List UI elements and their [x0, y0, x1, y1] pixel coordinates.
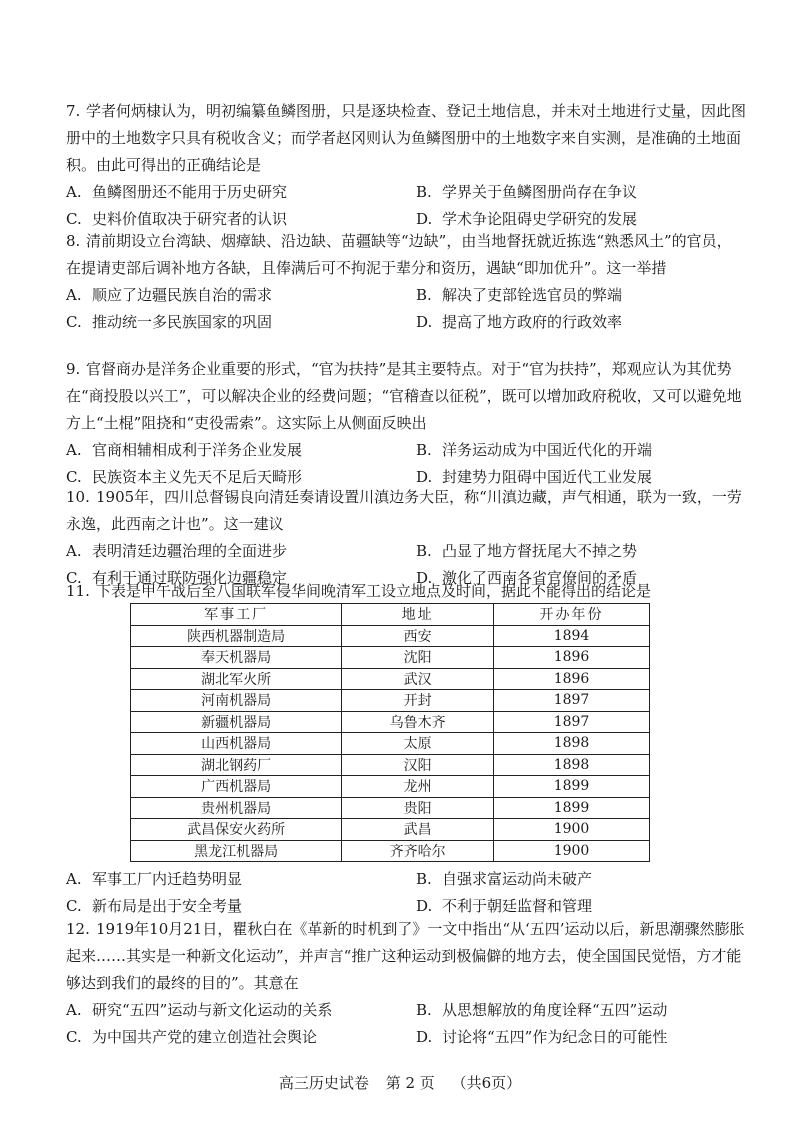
question-9: [66, 356, 746, 491]
option-c: C. 民族资本主义先天不足后天畸形: [66, 468, 303, 486]
option-b: B. 凸显了地方督抚尾大不掉之势: [416, 542, 638, 560]
option-d: D. 提高了地方政府的行政效率: [416, 313, 623, 331]
option-a: A. 顺应了边疆民族自治的需求: [66, 286, 273, 304]
option-b: B. 从思想解放的角度诠释“五四”运动: [416, 1001, 668, 1019]
table-row: 湖北钢药厂 汉阳 1898: [131, 754, 650, 776]
table-header-row: [131, 604, 650, 626]
exam-title: 高三历史试卷: [278, 1074, 369, 1092]
option-d: D. 讨论将“五四”作为纪念日的可能性: [416, 1028, 668, 1046]
question-stem: 官督商办是洋务企业重要的形式，“官为扶持”是其主要特点。对于“官为扶持”，郑观应认为其优势在“商投股以兴工”，可以解决企业的经费问题；“官稽查以征税”，既可以增加政府税收，又可以避免地方上“土棍”阻挠和“吏役需索”。这实际上从侧面反映出: [66, 360, 742, 432]
table-row: 广西机器局 龙州 1899: [131, 776, 650, 798]
table-row: 陕西机器制造局 西安 1894: [131, 625, 650, 647]
table-row: 武昌保安火药所 武昌 1900: [131, 819, 650, 841]
question-7: [66, 98, 746, 233]
question-10: [66, 484, 746, 592]
question-number: 9.: [66, 360, 81, 378]
option-d: D. 封建势力阻碍中国近代工业发展: [416, 468, 653, 486]
page-total: （共6页）: [451, 1074, 522, 1092]
options: [66, 437, 746, 491]
question-12: [66, 916, 746, 1051]
option-b: B. 学界关于鱼鳞图册尚存在争议: [416, 183, 638, 201]
page-footer: [0, 1072, 800, 1093]
table-row: 新疆机器局 乌鲁木齐 1897: [131, 711, 650, 733]
option-c: C. 新布局是出于安全考量: [66, 897, 243, 915]
table-row: 山西机器局 太原 1898: [131, 733, 650, 755]
question-11-options: [66, 866, 746, 920]
table-row: 河南机器局 开封 1897: [131, 690, 650, 712]
question-8: [66, 228, 746, 336]
table-row: 黑龙江机器局 齐齐哈尔 1900: [131, 840, 650, 862]
option-a: A. 表明清廷边疆治理的全面进步: [66, 542, 288, 560]
question-stem: 下表是甲午战后至八国联军侵华间晚清军工设立地点及时间，据此不能得出的结论是: [96, 582, 652, 600]
question-11: [66, 578, 746, 605]
option-d: D. 不利于朝廷监督和管理: [416, 897, 593, 915]
question-number: 7.: [66, 102, 81, 120]
option-a: A. 军事工厂内迁趋势明显: [66, 870, 243, 888]
table-row: 湖北军火所 武汉 1896: [131, 668, 650, 690]
question-number: 12.: [66, 920, 90, 938]
question-number: 8.: [66, 232, 81, 250]
column-header-year: 开办年份: [494, 604, 650, 626]
options: [66, 282, 746, 336]
factory-table: [130, 603, 650, 862]
options: [66, 179, 746, 233]
question-stem: 1919年10月21日，瞿秋白在《革新的时机到了》一文中指出“从‘五四’运动以后，新思潮骤然膨胀起来……其实是一种新文化运动”，并声言“推广这种运动到极偏僻的地方去，使全国国民觉悟，方才能够达到我们的最终的目的”。其意在: [66, 920, 745, 992]
options: [66, 997, 746, 1051]
option-d: D. 激化了西南各省官僚间的矛盾: [416, 569, 638, 587]
question-number: 10.: [66, 488, 90, 506]
option-b: B. 解决了吏部铨选官员的弊端: [416, 286, 623, 304]
table-row: 奉天机器局 沈阳 1896: [131, 647, 650, 669]
option-c: C. 有利于通过联防强化边疆稳定: [66, 569, 288, 587]
question-number: 11.: [66, 582, 90, 600]
page-number: 第 2 页: [385, 1074, 435, 1092]
option-c: C. 为中国共产党的建立创造社会舆论: [66, 1028, 318, 1046]
question-stem: 1905年，四川总督锡良向清廷奏请设置川滇边务大臣，称“川滇边藏，声气相通，联为一致，一劳永逸，此西南之计也”。这一建议: [66, 488, 742, 533]
column-header-location: 地址: [342, 604, 494, 626]
question-stem: 学者何炳棣认为，明初编纂鱼鳞图册，只是逐块检查、登记土地信息，并未对土地进行丈量，因此图册中的土地数字只具有税收含义；而学者赵冈则认为鱼鳞图册中的土地数字来自实测，是准确的土地面积。由此可得出的正确结论是: [66, 102, 747, 174]
option-a: A. 鱼鳞图册还不能用于历史研究: [66, 183, 288, 201]
column-header-factory: 军事工厂: [131, 604, 342, 626]
option-b: B. 自强求富运动尚未破产: [416, 870, 593, 888]
option-c: C. 史料价值取决于研究者的认识: [66, 210, 288, 228]
option-a: A. 官商相辅相成利于洋务企业发展: [66, 441, 303, 459]
option-b: B. 洋务运动成为中国近代化的开端: [416, 441, 653, 459]
option-d: D. 学术争论阻碍史学研究的发展: [416, 210, 638, 228]
question-stem: 清前期设立台湾缺、烟瘴缺、沿边缺、苗疆缺等“边缺”，由当地督抚就近拣选“熟悉风土”的官员，在提请吏部后调补地方各缺，且俸满后可不拘泥于辈分和资历，遇缺“即加优升”。这一举措: [66, 232, 732, 277]
table-row: 贵州机器局 贵阳 1899: [131, 797, 650, 819]
options: [66, 866, 746, 920]
option-a: A. 研究“五四”运动与新文化运动的关系: [66, 1001, 333, 1019]
option-c: C. 推动统一多民族国家的巩固: [66, 313, 273, 331]
